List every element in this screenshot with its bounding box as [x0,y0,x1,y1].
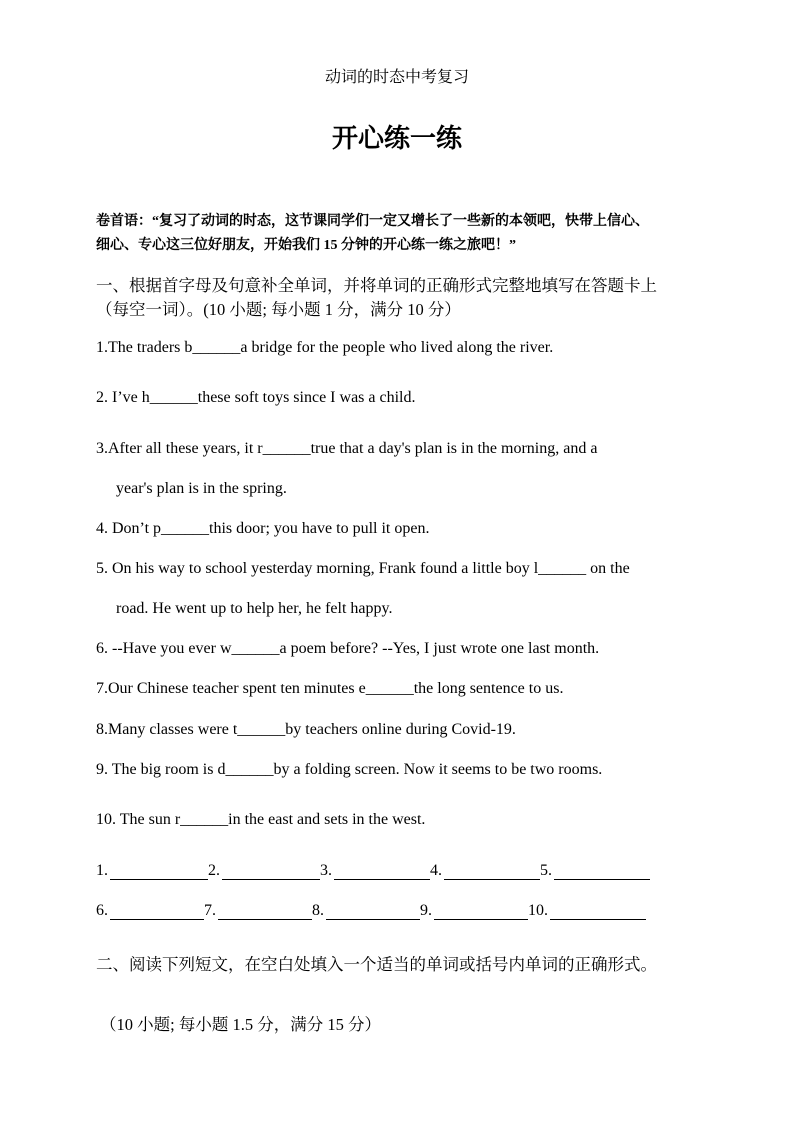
answer-label-9: 9. [420,902,432,919]
answer-label-5: 5. [540,862,552,879]
preface-line-2: 细心、专心这三位好朋友，开始我们 15 分钟的开心练一练之旅吧！” [96,238,516,253]
section2-heading: 二、阅读下列短文，在空白处填入一个适当的单词或括号内单词的正确形式。 [96,955,657,974]
question-9: 9. The big room is d______by a folding screen. Now it seems to be two rooms. [96,761,603,778]
answer-label-7: 7. [204,902,216,919]
question-5: 5. On his way to school yesterday morning, Frank found a little boy l______ on the [96,560,630,577]
question-7: 7.Our Chinese teacher spent ten minutes e______the long sentence to us. [96,680,564,697]
question-6: 6. --Have you ever w______a poem before? --Yes, I just wrote one last month. [96,640,600,657]
section2-scoring: （10 小题; 每小题 1.5 分，满分 15 分） [100,1015,381,1034]
question-4: 4. Don’t p______this door; you have to pull it open. [96,520,430,537]
question-2: 2. I’ve h______these soft toys since I was a child. [96,389,416,406]
answer-label-10: 10. [528,902,548,919]
question-3: 3.After all these years, it r______true that a day's plan is in the morning, and a [96,440,598,457]
answer-slot-1[interactable] [96,862,208,880]
section1-heading-line-1: 一、根据首字母及句意补全单词，并将单词的正确形式完整地填写在答题卡上 [96,276,657,295]
answer-slot-3[interactable] [320,862,430,880]
question-3-continued: year's plan is in the spring. [116,480,287,497]
question-8: 8.Many classes were t______by teachers online during Covid-19. [96,721,516,738]
answer-label-2: 2. [208,862,220,879]
answer-slot-9[interactable] [420,902,528,920]
answer-label-3: 3. [320,862,332,879]
answer-slot-6[interactable] [96,902,204,920]
answer-label-8: 8. [312,902,324,919]
answer-slot-2[interactable] [208,862,320,880]
answer-slot-7[interactable] [204,902,312,920]
answer-label-6: 6. [96,902,108,919]
question-10: 10. The sun r______in the east and sets in the west. [96,811,426,828]
answer-slot-8[interactable] [312,902,420,920]
page-title: 开心练一练 [331,124,462,153]
answer-slot-5[interactable] [540,862,650,880]
question-1: 1.The traders b______a bridge for the people who lived along the river. [96,339,554,356]
answer-label-1: 1. [96,862,108,879]
answer-row-2 [96,902,646,920]
preface-line-1: 卷首语：“复习了动词的时态，这节课同学们一定又增长了一些新的本领吧，快带上信心、 [96,214,649,229]
page-subtitle: 动词的时态中考复习 [324,69,469,86]
answer-row-1 [96,862,650,880]
answer-slot-4[interactable] [430,862,540,880]
question-5-continued: road. He went up to help her, he felt happy. [116,600,393,617]
answer-slot-10[interactable] [528,902,646,920]
answer-label-4: 4. [430,862,442,879]
section1-heading-line-2: （每空一词）。(10 小题; 每小题 1 分，满分 10 分） [96,300,461,319]
